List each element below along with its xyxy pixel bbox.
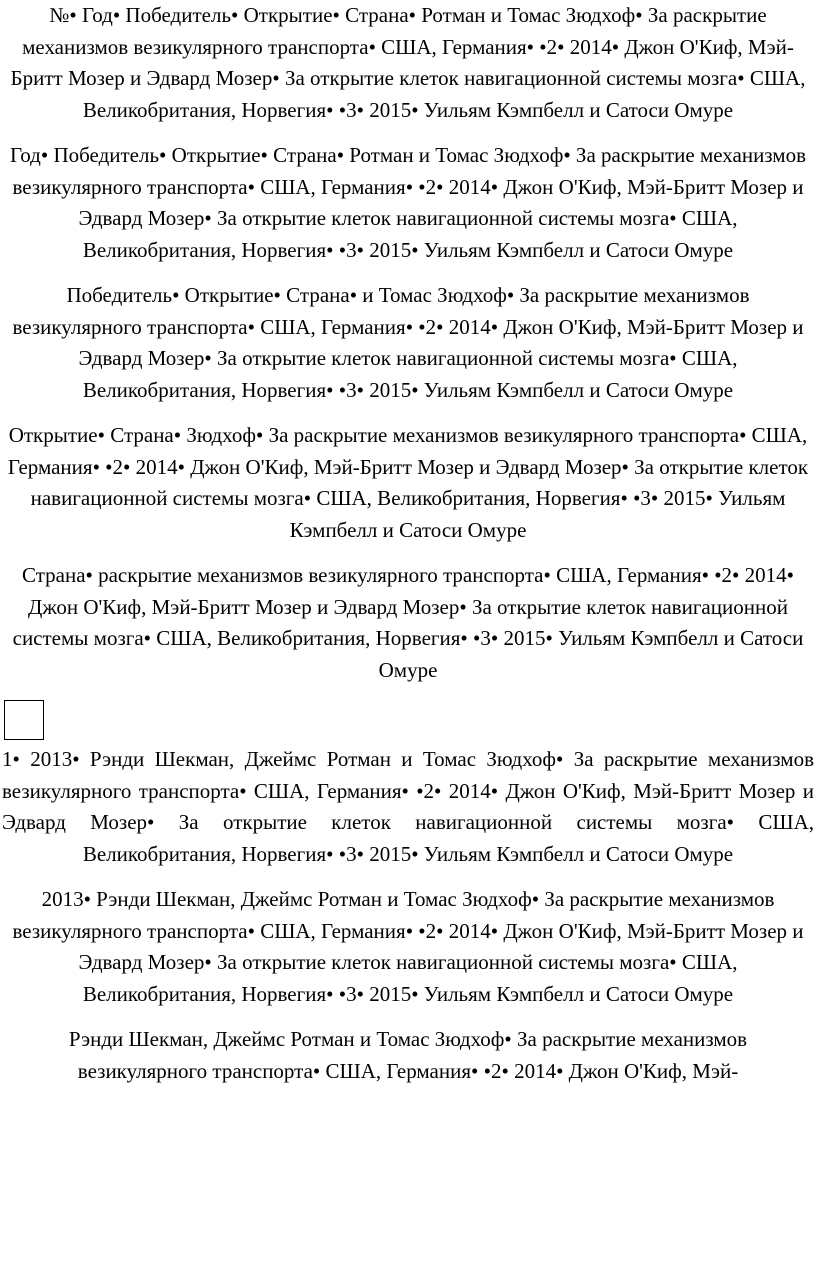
- paragraph-5: Страна• раскрытие механизмов везикулярного транспорта• США, Германия• •2• 2014• Джон О'Киф, Мэй-Бритт Мозер и Эдвард Мозер• За открытие клеток навигационной системы мозга• США, Великобритания, Норвегия• •3• 2015• Уильям Кэмпбелл и Сатоси Омуре: [12, 563, 804, 682]
- paragraph-1: №• Год• Победитель• Открытие• Страна• Ротман и Томас Зюдхоф• За раскрытие механизмов везикулярного транспорта• США, Германия• •2• 2014• Джон О'Киф, Мэй-Бритт Мозер и Эдвард Мозер• За открытие клеток навигационной системы мозга• США, Великобритания, Норвегия• •3• 2015• Уильям Кэмпбелл и Сатоси Омуре: [10, 3, 806, 122]
- paragraph-3: Победитель• Открытие• Страна• и Томас Зюдхоф• За раскрытие механизмов везикулярного транспорта• США, Германия• •2• 2014• Джон О'Киф, Мэй-Бритт Мозер и Эдвард Мозер• За открытие клеток навигационной системы мозга• США, Великобритания, Норвегия• •3• 2015• Уильям Кэмпбелл и Сатоси Омуре: [12, 283, 804, 402]
- empty-checkbox[interactable]: [4, 700, 44, 740]
- paragraph-8: Рэнди Шекман, Джеймс Ротман и Томас Зюдхоф• За раскрытие механизмов везикулярного транспорта• США, Германия• •2• 2014• Джон О'Киф, Мэй-: [68, 1027, 748, 1083]
- paragraph-7: 2013• Рэнди Шекман, Джеймс Ротман и Томас Зюдхоф• За раскрытие механизмов везикулярного транспорта• США, Германия• •2• 2014• Джон О'Киф, Мэй-Бритт Мозер и Эдвард Мозер• За открытие клеток навигационной системы мозга• США, Великобритания, Норвегия• •3• 2015• Уильям Кэмпбелл и Сатоси Омуре: [12, 887, 804, 1006]
- paragraph-6: 1• 2013• Рэнди Шекман, Джеймс Ротман и Томас Зюдхоф• За раскрытие механизмов везикулярного транспорта• США, Германия• •2• 2014• Джон О'Киф, Мэй-Бритт Мозер и Эдвард Мозер• За открытие клеток навигационной системы мозга• США, Великобритания, Норвегия• •3• 2015• Уильям Кэмпбелл и Сатоси Омуре: [2, 747, 814, 866]
- paragraph-2: Год• Победитель• Открытие• Страна• Ротман и Томас Зюдхоф• За раскрытие механизмов везикулярного транспорта• США, Германия• •2• 2014• Джон О'Киф, Мэй-Бритт Мозер и Эдвард Мозер• За открытие клеток навигационной системы мозга• США, Великобритания, Норвегия• •3• 2015• Уильям Кэмпбелл и Сатоси Омуре: [9, 143, 807, 262]
- paragraph-4: Открытие• Страна• Зюдхоф• За раскрытие механизмов везикулярного транспорта• США, Германия• •2• 2014• Джон О'Киф, Мэй-Бритт Мозер и Эдвард Мозер• За открытие клеток навигационной системы мозга• США, Великобритания, Норвегия• •3• 2015• Уильям Кэмпбелл и Сатоси Омуре: [7, 423, 809, 542]
